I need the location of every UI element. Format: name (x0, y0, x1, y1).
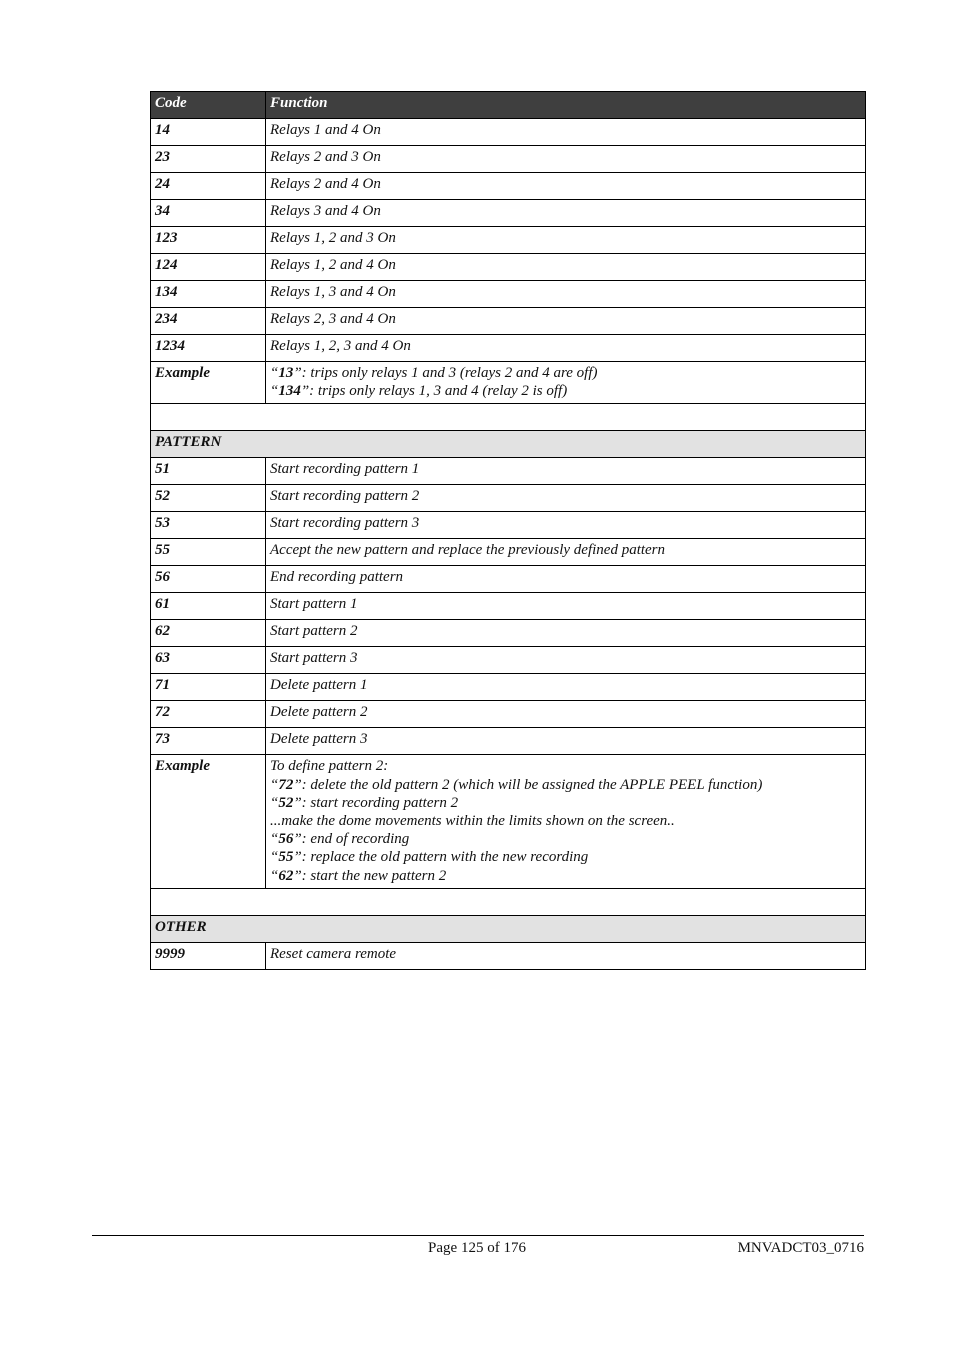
function-cell: Delete pattern 1 (266, 674, 866, 701)
quote-open: “ (270, 867, 279, 884)
example-code: 52 (278, 794, 294, 811)
table-row (151, 566, 866, 593)
example-text (266, 755, 866, 888)
code-cell: 71 (151, 674, 266, 701)
function-cell: Relays 1, 2, 3 and 4 On (266, 335, 866, 362)
code-cell: 56 (151, 566, 266, 593)
table-row (151, 227, 866, 254)
example-code: 13 (278, 365, 294, 381)
code-cell: 62 (151, 620, 266, 647)
document-id: MNVADCT03_0716 (737, 1240, 864, 1256)
example-code: 55 (278, 849, 294, 866)
quote-open: “ (270, 365, 279, 381)
function-cell: Relays 3 and 4 On (266, 200, 866, 227)
function-cell: Delete pattern 3 (266, 728, 866, 755)
code-cell: 123 (151, 227, 266, 254)
example-line (270, 830, 861, 848)
table-row (151, 593, 866, 620)
code-cell: 72 (151, 701, 266, 728)
table-row (151, 728, 866, 755)
function-cell: Relays 1, 2 and 3 On (266, 227, 866, 254)
table-row (151, 674, 866, 701)
section-title: OTHER (151, 915, 866, 942)
header-code: Code (151, 92, 266, 119)
example-code: 72 (278, 776, 294, 793)
code-cell: 23 (151, 146, 266, 173)
code-cell: 9999 (151, 942, 266, 969)
table-row (151, 942, 866, 969)
quote-open: “ (270, 831, 279, 848)
footer-divider (92, 1235, 864, 1236)
example-desc: ”: delete the old pattern 2 (which will be assigned the APPLE PEEL function) (293, 776, 763, 793)
section-header-other (151, 915, 866, 942)
function-cell: Relays 2 and 4 On (266, 173, 866, 200)
function-cell: Delete pattern 2 (266, 701, 866, 728)
function-cell: Start pattern 2 (266, 620, 866, 647)
quote-open: “ (270, 794, 279, 811)
function-cell: Accept the new pattern and replace the previously defined pattern (266, 539, 866, 566)
function-cell: Start recording pattern 2 (266, 485, 866, 512)
example-line (270, 848, 861, 866)
table-row (151, 308, 866, 335)
example-desc: ”: start recording pattern 2 (293, 794, 459, 811)
quote-open: “ (270, 849, 279, 866)
example-intro: To define pattern 2: (270, 758, 389, 775)
quote-open: “ (270, 383, 279, 400)
table-row (151, 701, 866, 728)
function-cell: Start recording pattern 1 (266, 458, 866, 485)
table-row (151, 254, 866, 281)
function-cell: Relays 1, 3 and 4 On (266, 281, 866, 308)
pattern-example-row (151, 755, 866, 888)
example-line (270, 776, 861, 794)
code-cell: 134 (151, 281, 266, 308)
example-code: 62 (278, 867, 294, 884)
example-desc: ”: replace the old pattern with the new recording (293, 849, 589, 866)
spacer-cell (151, 404, 866, 431)
table-row (151, 200, 866, 227)
spacer-cell (151, 888, 866, 915)
code-cell: 53 (151, 512, 266, 539)
example-line (270, 794, 861, 812)
table-row (151, 119, 866, 146)
example-line (270, 364, 861, 382)
function-cell: Start pattern 3 (266, 647, 866, 674)
code-cell: 55 (151, 539, 266, 566)
page-number: Page 125 of 176 (428, 1240, 526, 1256)
function-cell: Relays 2, 3 and 4 On (266, 308, 866, 335)
example-desc: ”: end of recording (293, 831, 410, 848)
table-row (151, 620, 866, 647)
example-text (266, 362, 866, 404)
code-cell: 34 (151, 200, 266, 227)
relay-example-row (151, 362, 866, 404)
table-row (151, 539, 866, 566)
table-header-row (151, 92, 866, 119)
table-row (151, 512, 866, 539)
code-cell: 52 (151, 485, 266, 512)
example-note: ...make the dome movements within the limits shown on the screen.. (270, 813, 675, 830)
table-row (151, 146, 866, 173)
spacer-row (151, 404, 866, 431)
table-row (151, 485, 866, 512)
example-code: 56 (278, 831, 294, 848)
example-label: Example (151, 755, 266, 888)
function-cell: End recording pattern (266, 566, 866, 593)
code-cell: 1234 (151, 335, 266, 362)
quote-open: “ (270, 776, 279, 793)
table-row (151, 647, 866, 674)
function-cell: Start recording pattern 3 (266, 512, 866, 539)
section-title: PATTERN (151, 431, 866, 458)
code-cell: 234 (151, 308, 266, 335)
spacer-row (151, 888, 866, 915)
table-row (151, 458, 866, 485)
code-cell: 51 (151, 458, 266, 485)
code-cell: 14 (151, 119, 266, 146)
example-code: 134 (278, 383, 301, 400)
example-line (270, 867, 861, 885)
code-cell: 63 (151, 647, 266, 674)
code-cell: 73 (151, 728, 266, 755)
section-header-pattern (151, 431, 866, 458)
header-function: Function (266, 92, 866, 119)
code-cell: 61 (151, 593, 266, 620)
function-cell: Reset camera remote (266, 942, 866, 969)
command-code-table (150, 91, 866, 970)
table-row (151, 173, 866, 200)
code-cell: 124 (151, 254, 266, 281)
example-desc: ”: start the new pattern 2 (293, 867, 447, 884)
function-cell: Relays 1, 2 and 4 On (266, 254, 866, 281)
function-cell: Start pattern 1 (266, 593, 866, 620)
example-desc: ”: trips only relays 1 and 3 (relays 2 and 4 are off) (293, 365, 598, 381)
example-line (270, 382, 861, 400)
code-cell: 24 (151, 173, 266, 200)
function-cell: Relays 1 and 4 On (266, 119, 866, 146)
table-row (151, 281, 866, 308)
table-row (151, 335, 866, 362)
function-cell: Relays 2 and 3 On (266, 146, 866, 173)
example-label: Example (151, 362, 266, 404)
example-desc: ”: trips only relays 1, 3 and 4 (relay 2 is off) (300, 383, 568, 400)
